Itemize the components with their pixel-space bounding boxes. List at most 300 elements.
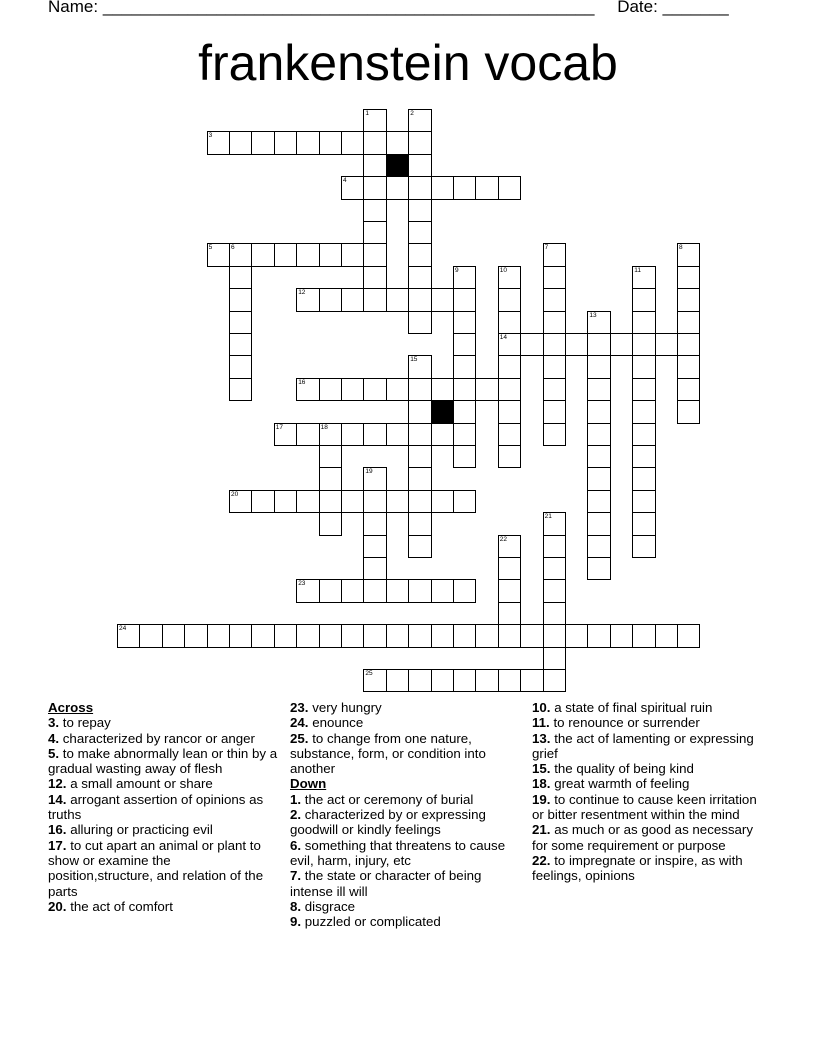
crossword-cell[interactable]	[363, 176, 386, 199]
crossword-cell[interactable]	[520, 669, 543, 692]
crossword-cell[interactable]	[408, 288, 431, 311]
crossword-cell[interactable]	[386, 490, 409, 513]
clue-item	[48, 746, 278, 777]
crossword-cell[interactable]	[408, 467, 431, 490]
crossword-cell[interactable]	[319, 467, 342, 490]
clue-number-18: 18	[320, 423, 328, 431]
crossword-cell[interactable]	[139, 624, 162, 647]
crossword-cell[interactable]	[408, 176, 431, 199]
clue-text: as much or as good as necessary for some requirement or purpose	[532, 822, 754, 853]
crossword-cell[interactable]	[319, 579, 342, 602]
crossword-cell[interactable]	[543, 624, 566, 647]
crossword-cell[interactable]	[408, 512, 431, 535]
clue-number-22: 22	[499, 535, 508, 543]
clue-text: to renounce or surrender	[549, 715, 700, 731]
clue-item	[532, 715, 772, 730]
clue-item	[290, 838, 522, 869]
crossword-cell[interactable]	[632, 355, 655, 378]
clue-number-11: 11	[634, 266, 641, 274]
crossword-cell[interactable]	[632, 535, 655, 558]
clue-number-12: 12	[298, 289, 306, 297]
clue-number: 19.	[532, 791, 551, 807]
clue-item	[532, 792, 772, 823]
crossword-cell[interactable]	[587, 311, 610, 334]
crossword-cell[interactable]	[408, 445, 431, 468]
crossword-cell[interactable]	[587, 557, 610, 580]
crossword-cell[interactable]	[229, 131, 252, 154]
clue-number: 9.	[290, 914, 302, 930]
crossword-cell[interactable]	[296, 288, 319, 311]
clue-number-4: 4	[343, 177, 347, 185]
crossword-cell[interactable]	[363, 512, 386, 535]
crossword-cell[interactable]	[363, 199, 386, 222]
crossword-cell[interactable]	[274, 490, 297, 513]
crossword-cell[interactable]	[431, 490, 454, 513]
crossword-cell[interactable]	[453, 579, 476, 602]
crossword-cell[interactable]	[408, 423, 431, 446]
black-square	[386, 154, 409, 177]
crossword-cell[interactable]	[498, 557, 521, 580]
crossword-cell[interactable]	[632, 624, 655, 647]
page-title: frankenstein vocab	[198, 35, 618, 91]
crossword-cell[interactable]	[431, 423, 454, 446]
crossword-cell[interactable]	[386, 669, 409, 692]
crossword-cell[interactable]	[543, 243, 566, 266]
clue-number: 16.	[48, 822, 67, 838]
crossword-cell[interactable]	[363, 109, 386, 132]
crossword-cell[interactable]	[363, 624, 386, 647]
crossword-cell[interactable]	[296, 423, 319, 446]
crossword-cell[interactable]	[677, 333, 700, 356]
crossword-cell[interactable]	[251, 243, 274, 266]
crossword-cell[interactable]	[408, 311, 431, 334]
crossword-cell[interactable]	[543, 579, 566, 602]
crossword-cell[interactable]	[162, 624, 185, 647]
clue-text: to repay	[59, 715, 111, 731]
crossword-cell[interactable]	[363, 467, 386, 490]
clue-number: 14.	[48, 791, 67, 807]
crossword-cell[interactable]	[229, 288, 252, 311]
crossword-cell[interactable]	[341, 490, 364, 513]
crossword-cell[interactable]	[408, 243, 431, 266]
clue-number-13: 13	[589, 311, 597, 319]
crossword-cell[interactable]	[296, 624, 319, 647]
crossword-cell[interactable]	[498, 602, 521, 625]
crossword-cell[interactable]	[453, 445, 476, 468]
crossword-cell[interactable]	[543, 602, 566, 625]
crossword-cell[interactable]	[677, 624, 700, 647]
crossword-cell[interactable]	[363, 266, 386, 289]
crossword-cell[interactable]	[498, 288, 521, 311]
crossword-cell[interactable]	[677, 378, 700, 401]
crossword-cell[interactable]	[296, 579, 319, 602]
crossword-cell[interactable]	[386, 423, 409, 446]
name-label: Name:	[48, 0, 99, 16]
crossword-cell[interactable]	[587, 333, 610, 356]
clue-number: 3.	[48, 715, 60, 731]
crossword-cell[interactable]	[498, 400, 521, 423]
crossword-cell[interactable]	[408, 378, 431, 401]
crossword-cell[interactable]	[587, 490, 610, 513]
clue-number-6: 6	[231, 244, 235, 252]
crossword-cell[interactable]	[475, 378, 498, 401]
crossword-cell[interactable]	[386, 579, 409, 602]
crossword-cell[interactable]	[408, 355, 431, 378]
crossword-cell[interactable]	[274, 131, 297, 154]
crossword-cell[interactable]	[475, 669, 498, 692]
crossword-cell[interactable]	[363, 557, 386, 580]
crossword-cell[interactable]	[498, 669, 521, 692]
clue-number: 23.	[290, 700, 309, 715]
clue-number: 13.	[532, 730, 551, 746]
crossword-cell[interactable]	[453, 400, 476, 423]
crossword-cell[interactable]	[543, 333, 566, 356]
crossword-cell[interactable]	[408, 199, 431, 222]
crossword-cell[interactable]	[431, 624, 454, 647]
clue-item	[48, 792, 278, 823]
crossword-cell[interactable]	[229, 355, 252, 378]
crossword-cell[interactable]	[408, 400, 431, 423]
crossword-cell[interactable]	[274, 243, 297, 266]
crossword-cell[interactable]	[543, 669, 566, 692]
clue-number-1: 1	[365, 110, 370, 117]
black-square	[431, 400, 454, 423]
date-label: Date:	[617, 0, 658, 16]
crossword-cell[interactable]	[632, 400, 655, 423]
crossword-cell[interactable]	[498, 333, 521, 356]
clue-text: disgrace	[301, 898, 356, 914]
clue-item	[48, 715, 278, 730]
crossword-cell[interactable]	[363, 221, 386, 244]
clue-number: 25.	[290, 730, 309, 746]
crossword-cell[interactable]	[587, 355, 610, 378]
crossword-cell[interactable]	[341, 423, 364, 446]
clue-column-1	[48, 700, 278, 914]
crossword-cell[interactable]	[319, 378, 342, 401]
crossword-cell[interactable]	[565, 624, 588, 647]
crossword-cell[interactable]	[453, 333, 476, 356]
crossword-cell[interactable]	[296, 131, 319, 154]
crossword-cell[interactable]	[677, 311, 700, 334]
crossword-cell[interactable]	[610, 624, 633, 647]
crossword-cell[interactable]	[498, 311, 521, 334]
clue-number-3: 3	[208, 132, 213, 140]
crossword-cell[interactable]	[408, 535, 431, 558]
crossword-cell[interactable]	[655, 333, 678, 356]
clue-text: the quality of being kind	[550, 761, 694, 777]
clue-number-23: 23	[298, 580, 306, 588]
clue-item	[532, 731, 772, 762]
crossword-cell[interactable]	[341, 131, 364, 154]
clue-number: 24.	[290, 715, 309, 731]
crossword-cell[interactable]	[431, 176, 454, 199]
crossword-cell[interactable]	[632, 490, 655, 513]
crossword-cell[interactable]	[543, 400, 566, 423]
crossword-cell[interactable]	[543, 535, 566, 558]
crossword-cell[interactable]	[319, 512, 342, 535]
clue-number-20: 20	[231, 490, 239, 498]
crossword-cell[interactable]	[453, 669, 476, 692]
crossword-cell[interactable]	[363, 579, 386, 602]
crossword-cell[interactable]	[319, 288, 342, 311]
crossword-cell[interactable]	[319, 131, 342, 154]
crossword-cell[interactable]	[677, 400, 700, 423]
clue-number-5: 5	[208, 244, 213, 252]
crossword-cell[interactable]	[229, 378, 252, 401]
clue-item	[48, 731, 278, 746]
clue-item	[48, 838, 278, 899]
crossword-cell[interactable]	[677, 243, 700, 266]
crossword-cell[interactable]	[319, 490, 342, 513]
clue-number: 21.	[532, 822, 551, 838]
crossword-cell[interactable]	[453, 423, 476, 446]
crossword-cell[interactable]	[498, 423, 521, 446]
crossword-cell[interactable]	[207, 243, 230, 266]
crossword-cell[interactable]	[453, 490, 476, 513]
crossword-cell[interactable]	[610, 333, 633, 356]
crossword-cell[interactable]	[296, 490, 319, 513]
crossword-cell[interactable]	[363, 154, 386, 177]
crossword-cell[interactable]	[453, 311, 476, 334]
crossword-cell[interactable]	[632, 467, 655, 490]
clue-text: to change from one nature, substance, form, or condition into another	[290, 730, 486, 777]
crossword-cell[interactable]	[587, 624, 610, 647]
crossword-cell[interactable]	[587, 467, 610, 490]
clue-number: 20.	[48, 898, 67, 914]
crossword-cell[interactable]	[184, 624, 207, 647]
crossword-cell[interactable]	[408, 221, 431, 244]
clue-item	[290, 700, 522, 715]
crossword-cell[interactable]	[543, 647, 566, 670]
clue-number: 8.	[290, 898, 302, 914]
crossword-cell[interactable]	[341, 378, 364, 401]
clue-number: 4.	[48, 730, 60, 746]
crossword-cell[interactable]	[363, 535, 386, 558]
crossword-cell[interactable]	[363, 243, 386, 266]
crossword-cell[interactable]	[498, 579, 521, 602]
clue-number: 11.	[532, 715, 550, 731]
crossword-cell[interactable]	[363, 288, 386, 311]
crossword-cell[interactable]	[632, 288, 655, 311]
crossword-cell[interactable]	[363, 378, 386, 401]
crossword-cell[interactable]	[386, 176, 409, 199]
crossword-cell[interactable]	[587, 423, 610, 446]
crossword-cell[interactable]	[431, 288, 454, 311]
clue-column-2	[290, 700, 522, 929]
crossword-cell[interactable]	[296, 243, 319, 266]
crossword-cell[interactable]	[543, 266, 566, 289]
crossword-cell[interactable]	[632, 512, 655, 535]
clue-number-9: 9	[455, 266, 459, 274]
crossword-cell[interactable]	[341, 624, 364, 647]
crossword-cell[interactable]	[251, 131, 274, 154]
crossword-cell[interactable]	[543, 288, 566, 311]
crossword-cell[interactable]	[543, 378, 566, 401]
crossword-cell[interactable]	[431, 378, 454, 401]
crossword-cell[interactable]	[207, 624, 230, 647]
clue-text: a small amount or share	[66, 776, 213, 792]
crossword-cell[interactable]	[408, 669, 431, 692]
crossword-cell[interactable]	[386, 288, 409, 311]
crossword-cell[interactable]	[319, 445, 342, 468]
crossword-cell[interactable]	[229, 490, 252, 513]
crossword-cell[interactable]	[453, 288, 476, 311]
clue-number: 5.	[48, 745, 60, 761]
clue-number-15: 15	[410, 356, 418, 364]
crossword-cell[interactable]	[251, 490, 274, 513]
crossword-cell[interactable]	[408, 579, 431, 602]
crossword-cell[interactable]	[453, 624, 476, 647]
crossword-cell[interactable]	[408, 490, 431, 513]
clue-text: the state or character of being intense ill will	[290, 868, 482, 899]
crossword-cell[interactable]	[475, 624, 498, 647]
crossword-cell[interactable]	[543, 311, 566, 334]
crossword-cell[interactable]	[498, 624, 521, 647]
crossword-cell[interactable]	[453, 378, 476, 401]
clue-text: the act of lamenting or expressing grief	[532, 730, 754, 761]
clue-number-17: 17	[275, 423, 284, 431]
clue-number-2: 2	[410, 110, 414, 117]
crossword-cell[interactable]	[677, 355, 700, 378]
crossword-cell[interactable]	[363, 131, 386, 154]
crossword-cell[interactable]	[565, 333, 588, 356]
crossword-cell[interactable]	[587, 445, 610, 468]
crossword-cell[interactable]	[543, 423, 566, 446]
crossword-cell[interactable]	[498, 445, 521, 468]
crossword-cell[interactable]	[341, 243, 364, 266]
crossword-cell[interactable]	[117, 624, 140, 647]
crossword-cell[interactable]	[632, 266, 655, 289]
crossword-cell[interactable]	[274, 624, 297, 647]
crossword-cell[interactable]	[498, 378, 521, 401]
crossword-cell[interactable]	[207, 131, 230, 154]
clue-text: very hungry	[308, 700, 382, 715]
crossword-cell[interactable]	[363, 669, 386, 692]
clue-item	[48, 776, 278, 791]
clue-text: to cut apart an animal or plant to show or examine the position,structure, and relation of the parts	[48, 837, 264, 899]
clue-text: to make abnormally lean or thin by a gradual wasting away of flesh	[48, 745, 278, 777]
clue-text: arrogant assertion of opinions as truths	[48, 791, 264, 823]
crossword-cell[interactable]	[386, 378, 409, 401]
crossword-cell[interactable]	[543, 512, 566, 535]
down-heading: Down	[290, 776, 327, 792]
crossword-cell[interactable]	[475, 176, 498, 199]
clue-text: great warmth of feeling	[550, 776, 690, 792]
clue-item	[290, 731, 522, 777]
crossword-cell[interactable]	[543, 355, 566, 378]
crossword-cell[interactable]	[363, 423, 386, 446]
crossword-cell[interactable]	[543, 557, 566, 580]
crossword-cell[interactable]	[229, 624, 252, 647]
crossword-cell[interactable]	[632, 423, 655, 446]
crossword-cell[interactable]	[251, 624, 274, 647]
crossword-cell[interactable]	[341, 176, 364, 199]
crossword-cell[interactable]	[408, 266, 431, 289]
clue-item	[290, 792, 522, 807]
crossword-cell[interactable]	[386, 624, 409, 647]
crossword-cell[interactable]	[677, 288, 700, 311]
crossword-cell[interactable]	[319, 624, 342, 647]
crossword-cell[interactable]	[229, 333, 252, 356]
crossword-cell[interactable]	[587, 535, 610, 558]
crossword-cell[interactable]	[587, 512, 610, 535]
crossword-cell[interactable]	[632, 378, 655, 401]
clue-number-24: 24	[119, 625, 127, 633]
crossword-cell[interactable]	[274, 423, 297, 446]
clue-number: 10.	[532, 700, 551, 715]
clue-item	[532, 776, 772, 791]
crossword-cell[interactable]	[319, 423, 342, 446]
clue-item	[532, 822, 772, 853]
crossword-cell[interactable]	[453, 266, 476, 289]
crossword-cell[interactable]	[296, 378, 319, 401]
crossword-cell[interactable]	[498, 266, 521, 289]
crossword-cell[interactable]	[341, 288, 364, 311]
crossword-cell[interactable]	[408, 109, 431, 132]
crossword-cell[interactable]	[408, 154, 431, 177]
clue-number: 7.	[290, 868, 302, 884]
clue-item	[532, 761, 772, 776]
crossword-cell[interactable]	[498, 176, 521, 199]
crossword-cell[interactable]	[498, 355, 521, 378]
crossword-cell[interactable]	[408, 624, 431, 647]
crossword-cell[interactable]	[453, 176, 476, 199]
crossword-cell[interactable]	[587, 378, 610, 401]
crossword-cell[interactable]	[520, 624, 543, 647]
clue-item	[290, 868, 522, 899]
clue-item	[290, 914, 522, 929]
crossword-cell[interactable]	[431, 579, 454, 602]
crossword-cell[interactable]	[386, 131, 409, 154]
crossword-cell[interactable]	[632, 445, 655, 468]
crossword-cell[interactable]	[431, 669, 454, 692]
clue-number-21: 21	[544, 513, 552, 521]
clue-number: 12.	[48, 776, 67, 792]
clue-number-7: 7	[544, 244, 549, 252]
crossword-cell[interactable]	[520, 333, 543, 356]
clue-text: something that threatens to cause evil, harm, injury, etc	[290, 837, 506, 868]
clue-text: to impregnate or inspire, as with feelings, opinions	[532, 852, 743, 884]
crossword-cell[interactable]	[632, 311, 655, 334]
crossword-cell[interactable]	[229, 311, 252, 334]
crossword-cell[interactable]	[498, 535, 521, 558]
crossword-cell[interactable]	[453, 355, 476, 378]
clue-text: to continue to cause keen irritation or bitter resentment within the mind	[532, 791, 757, 823]
clue-number-25: 25	[365, 670, 373, 677]
crossword-cell[interactable]	[229, 266, 252, 289]
crossword-cell[interactable]	[363, 490, 386, 513]
clue-number: 22.	[532, 852, 551, 868]
clue-column-3	[532, 700, 772, 884]
clue-text: characterized by or expressing goodwill or kindly feelings	[290, 807, 486, 838]
clue-item	[290, 807, 522, 838]
crossword-cell[interactable]	[677, 266, 700, 289]
crossword-cell[interactable]	[587, 400, 610, 423]
clue-text: alluring or practicing evil	[66, 822, 213, 838]
crossword-cell[interactable]	[408, 131, 431, 154]
clue-item	[290, 899, 522, 914]
clue-item	[532, 700, 772, 715]
clue-number-14: 14	[499, 334, 508, 341]
clue-item	[532, 853, 772, 884]
crossword-cell[interactable]	[632, 333, 655, 356]
crossword-cell[interactable]	[655, 624, 678, 647]
clue-text: the act or ceremony of burial	[301, 791, 474, 807]
clue-number: 1.	[290, 791, 302, 807]
crossword-cell[interactable]	[319, 243, 342, 266]
crossword-cell[interactable]	[341, 579, 364, 602]
crossword-cell[interactable]	[229, 243, 252, 266]
